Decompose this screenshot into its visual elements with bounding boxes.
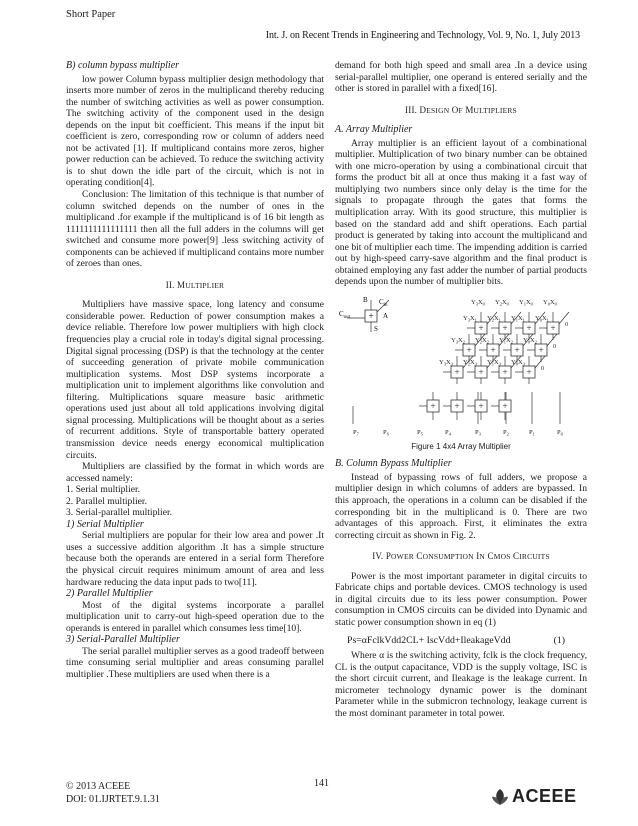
- partial-product-label: $Y_1X_3$: [487, 358, 501, 367]
- full-adder-cell: [535, 344, 547, 356]
- right-column: [335, 60, 587, 719]
- section-power-heading: IV. POWER CONSUMPTION IN CMOS CIRCUITS: [372, 551, 550, 562]
- partial-product-label: $Y_3X_1$: [463, 314, 477, 323]
- parallel-multiplier-paragraph: Most of the digital systems incorporate a parallel multiplication unit to carry-out high-speed operation due to the operands is entered in parallel which consumes less time[10].: [66, 599, 324, 634]
- svg-text:+: +: [454, 366, 460, 377]
- section-multiplier-heading: II. MULTIPLIER: [165, 279, 225, 290]
- full-adder-cell: [511, 344, 523, 356]
- partial-product-label: $Y_3X_2$: [451, 336, 465, 345]
- svg-text:+: +: [478, 400, 484, 411]
- full-adder-cell: [523, 322, 535, 334]
- power-paragraph: Power is the most important parameter in digital circuits to Fabricate chips and portable devices. CMOS technology is used in digital circuits due to its less power consumption. Power consumption in CMOS circuits can be divided into Dynamic and static power consumption shown in eq (1): [335, 570, 587, 628]
- left-column: [66, 60, 324, 680]
- product-output-label: $P_7$: [353, 428, 359, 437]
- svg-text:+: +: [526, 322, 532, 333]
- column-bypass-paragraph-2: Instead of bypassing rows of full adders, we propose a multiplier design in which columns of adders are bypassed. In this approach, the operations in a column can be disabled if the corresponding bit in the multiplicand is 0. There are two advantages of this approach. First, it eliminates the extra correcting circuit as shown in Fig. 2.: [335, 471, 587, 541]
- multiplier-paragraph-1: Multipliers have massive space, long latency and consume considerable power. Reduction of power consumption makes a device reliable. Therefore low power multipliers with high clock frequencies play a crucial role in today's digital signal processing. Digital signal processing (DSP) is that the technology at the center of succeeding generation of private mobile communication multiplication systems. Most DSP systems incorporate a multiplication unit to implement algorithms like convolution and filtering. Multiplications square measure basic arithmetic operations used just about all told applications involving digital signal processing. Multiplications will be thought about as a series of recurrent additions. Style of transportable battery operated transmission device needs energy economical multiplication circuits.: [66, 299, 324, 461]
- column-bypass-heading-2: B. Column Bypass Multiplier: [335, 458, 452, 470]
- serial-multiplier-paragraph: Serial multipliers are popular for their low area and power .It uses a successive addition algorithm .It has a simple structure because both the operands are entered in a serial form Therefore the physical circuit requires minimum amount of area and less hardware reducing the data input pads to two[11].: [66, 530, 324, 588]
- full-adder-cell: [499, 366, 511, 378]
- where-paragraph: Where α is the switching activity, fclk is the clock frequency, CL is the output capacitance, VDD is the supply voltage, ISC is the short circuit current, and Ileakage is the leakage current. In micrometer technology dynamic power is the dominant Parameter while in the submicron technology, leakage current is the most dominant parameter in total power.: [335, 650, 587, 719]
- partial-product-label: $Y_2X_2$: [475, 336, 489, 345]
- full-adder-cell: [451, 366, 463, 378]
- parallel-multiplier-heading: 2) Parallel Multiplier: [66, 588, 153, 600]
- product-output-label: $P_0$: [557, 428, 563, 437]
- svg-text:+: +: [478, 366, 484, 377]
- serial-parallel-paragraph: The serial parallel multiplier serves as a good tradeoff between time consuming serial multiplier and areas consuming parallel multiplier .These multipliers are used when there is a: [66, 645, 324, 680]
- product-output-label: $P_4$: [445, 428, 451, 437]
- product-output-label: $P_1$: [529, 428, 535, 437]
- product-output-label: $P_3$: [475, 428, 481, 437]
- svg-text:+: +: [368, 310, 374, 321]
- svg-text:+: +: [490, 344, 496, 355]
- svg-text:+: +: [526, 366, 532, 377]
- full-adder-cell: [475, 366, 487, 378]
- legend-b: B: [363, 295, 368, 304]
- array-multiplier-figure: [335, 296, 587, 438]
- column-bypass-heading: B) column bypass multiplier: [66, 60, 180, 71]
- final-adder-cell: [475, 400, 487, 412]
- copyright: © 2013 ACEEE: [66, 781, 131, 792]
- svg-text:+: +: [502, 400, 508, 411]
- svg-text:+: +: [478, 322, 484, 333]
- svg-text:+: +: [466, 344, 472, 355]
- legend-cin: $C_{in}$: [379, 297, 388, 308]
- doi: DOI: 01.IJRTET.9.1.31: [66, 794, 160, 805]
- svg-text:+: +: [538, 344, 544, 355]
- partial-product-label: $Y_1X_2$: [499, 336, 513, 345]
- top-input-label: $Y_3X_0$: [471, 298, 485, 307]
- full-adder-cell: [475, 322, 487, 334]
- aceee-logo-icon: [490, 788, 510, 806]
- list-item: 2. Parallel multiplier.: [66, 495, 147, 507]
- continued-paragraph: demand for both high speed and small area .In a device using serial-parallel multiplier, one operand is entered serially and the other is stored in parallel with a fixed[16].: [335, 60, 587, 95]
- full-adder-cell: [487, 344, 499, 356]
- equation-text: Ps=αFclkVdd2CL+ IscVdd+IleakageVdd: [347, 634, 511, 646]
- carry-in-zero: 0: [541, 365, 544, 372]
- multiplier-type-list: [66, 484, 324, 519]
- partial-product-label: $Y_0X_1$: [535, 314, 549, 323]
- legend-a: A: [383, 311, 389, 320]
- section-design-heading: III. DESIGN OF MULTIPLIERS: [405, 104, 517, 115]
- svg-text:+: +: [454, 400, 460, 411]
- page-number: 141: [314, 778, 329, 789]
- legend-cout: $C_{out}$: [339, 309, 351, 320]
- partial-product-label: $Y_3X_3$: [439, 358, 453, 367]
- partial-product-label: $Y_0X_3$: [511, 358, 525, 367]
- svg-text:+: +: [514, 344, 520, 355]
- column-bypass-paragraph: low power Column bypass multiplier design methodology that inserts more number of zeros in the multiplicand thereby reducing the number of switching activities as well as power consumption. The switching activity of the component used in the design depends on the input bit coefficient. This means if the input bit coefficient is zero, corresponding row or column of adders need not be activated [1]. If multiplicand contains more zeros, higher power reduction can be achieved. To reduce the switching activity is to shut down the idle part of the circuit, which is not in operating condition[4].: [66, 73, 324, 189]
- full-adder-cell: [499, 322, 511, 334]
- top-input-label: $Y_1X_0$: [519, 298, 533, 307]
- svg-text:+: +: [502, 322, 508, 333]
- power-equation: [335, 635, 587, 647]
- partial-product-label: $Y_2X_3$: [463, 358, 477, 367]
- final-adder-cell: [499, 400, 511, 412]
- equation-number: (1): [553, 634, 565, 646]
- list-item: 1. Serial multiplier.: [66, 484, 141, 496]
- final-adder-cell: [427, 400, 439, 412]
- full-adder-legend: [339, 296, 389, 333]
- serial-parallel-heading: 3) Serial-Parallel Multiplier: [66, 634, 180, 646]
- aceee-logo: ACEEE: [490, 786, 577, 807]
- full-adder-cell: [463, 344, 475, 356]
- partial-product-label: $Y_1X_1$: [511, 314, 525, 323]
- svg-text:+: +: [550, 322, 556, 333]
- array-multiplier-heading: A. Array Multiplier: [335, 124, 413, 136]
- figure-caption: Figure 1 4x4 Array Multiplier: [411, 441, 511, 451]
- partial-product-label: $Y_0X_2$: [523, 336, 537, 345]
- svg-text:+: +: [502, 366, 508, 377]
- array-multiplier-diagram: [335, 296, 587, 438]
- short-paper-label: Short Paper: [66, 9, 116, 20]
- carry-in-zero: 0: [565, 321, 568, 328]
- footer-info: [66, 780, 160, 806]
- product-output-label: $P_5$: [417, 428, 423, 437]
- full-adder-cell: [523, 366, 535, 378]
- multiplier-paragraph-2: Multipliers are classified by the format in which words are accessed namely:: [66, 461, 324, 484]
- final-adder-cell: [451, 400, 463, 412]
- list-item: 3. Serial-parallel multiplier.: [66, 507, 173, 519]
- product-output-label: $P_6$: [383, 428, 389, 437]
- product-output-label: $P_2$: [503, 428, 509, 437]
- serial-multiplier-heading: 1) Serial Multiplier: [66, 518, 144, 530]
- legend-s: S: [374, 324, 378, 333]
- full-adder-cell: [547, 322, 559, 334]
- partial-product-label: $Y_2X_1$: [487, 314, 501, 323]
- journal-citation: Int. J. on Recent Trends in Engineering and Technology, Vol. 9, No. 1, July 2013: [265, 30, 580, 41]
- top-input-label: $Y_0X_0$: [543, 298, 557, 307]
- conclusion-paragraph: Conclusion: The limitation of this technique is that number of column switched depends on the number of ones in the multiplicand .for example if the multiplicand is of 16 bit length as 1111111111111111 then all the full adders in the columns will get switched and consume more power[9] .less switching activity of components can be achieved if multiplicand contains more number of zeroes than ones.: [66, 189, 324, 270]
- svg-text:+: +: [430, 400, 436, 411]
- array-multiplier-paragraph: Array multiplier is an efficient layout of a combinational multiplier. Multiplication of two binary number can be obtained with one micro-operation by using a combinational circuit that forms the product bit all at once thus making it a fast way of multiplying two numbers since only delay is the time for the signals to propagate through the gates that forms the multiplication array. With its good structure, this multiplier is based on the standard add and shift operations. Each partial product is generated by taking into account the multiplicand and one bit of multiplier each time. The impending addition is carried out by high-speed carry-save algorithm and the final product is obtained employing any fast adder the number of partial products depends upon the number of multiplier bits.: [335, 137, 587, 288]
- top-input-label: $Y_2X_0$: [495, 298, 509, 307]
- carry-in-zero: 0: [553, 343, 556, 350]
